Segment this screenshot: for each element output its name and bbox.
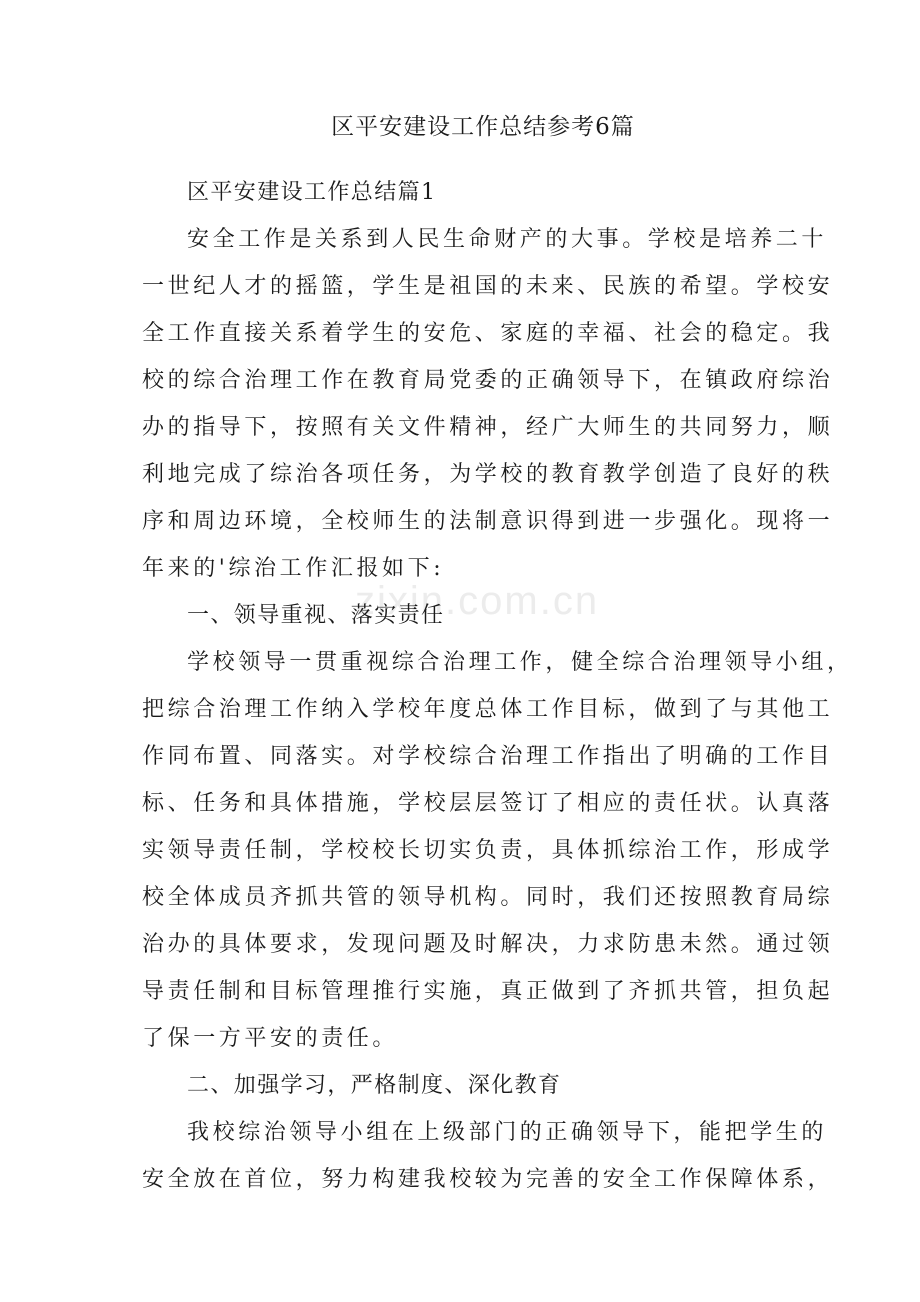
text-line: 序和周边环境，全校师生的法制意识得到进一步强化。现将一: [142, 509, 834, 534]
text-line: 把综合治理工作纳入学校年度总体工作目标，做到了与其他工: [142, 697, 834, 722]
text-line: 安全放在首位，努力构建我校较为完善的安全工作保障体系，: [142, 1167, 834, 1192]
document-title: 区平安建设工作总结参考6篇: [331, 114, 635, 140]
text-line: 标、任务和具体措施，学校层层签订了相应的责任状。认真落: [142, 791, 834, 816]
subheading-2: 二、加强学习，严格制度、深化教育: [187, 1073, 562, 1098]
text-line: 安全工作是关系到人民生命财产的大事。学校是培养二十: [187, 227, 828, 252]
subheading-1: 一、领导重视、落实责任: [187, 603, 445, 628]
text-line: 了保一方平安的责任。: [142, 1026, 399, 1051]
text-line: 治办的具体要求，发现问题及时解决，力求防患未然。通过领: [142, 932, 834, 957]
text-line: 校全体成员齐抓共管的领导机构。同时，我们还按照教育局综: [142, 885, 834, 910]
text-line: 全工作直接关系着学生的安危、家庭的幸福、社会的稳定。我: [142, 321, 834, 346]
text-line: 我校综治领导小组在上级部门的正确领导下，能把学生的: [187, 1120, 828, 1145]
text-line: 导责任制和目标管理推行实施，真正做到了齐抓共管，担负起: [142, 979, 834, 1004]
section-title: 区平安建设工作总结篇1: [187, 180, 437, 205]
text-line: 作同布置、同落实。对学校综合治理工作指出了明确的工作目: [142, 744, 834, 769]
text-line: 办的指导下，按照有关文件精神，经广大师生的共同努力，顺: [142, 415, 834, 440]
watermark: zixin.com.cn: [355, 579, 600, 623]
text-line: 一世纪人才的摇篮，学生是祖国的未来、民族的希望。学校安: [142, 274, 834, 299]
text-line: 利地完成了综治各项任务，为学校的教育教学创造了良好的秩: [142, 462, 834, 487]
text-line: 实领导责任制，学校校长切实负责，具体抓综治工作，形成学: [142, 838, 834, 863]
text-line: 学校领导一贯重视综合治理工作，健全综合治理领导小组，: [187, 650, 853, 675]
text-line: 年来的'综治工作汇报如下:: [142, 556, 445, 581]
text-line: 校的综合治理工作在教育局党委的正确领导下，在镇政府综治: [142, 368, 834, 393]
